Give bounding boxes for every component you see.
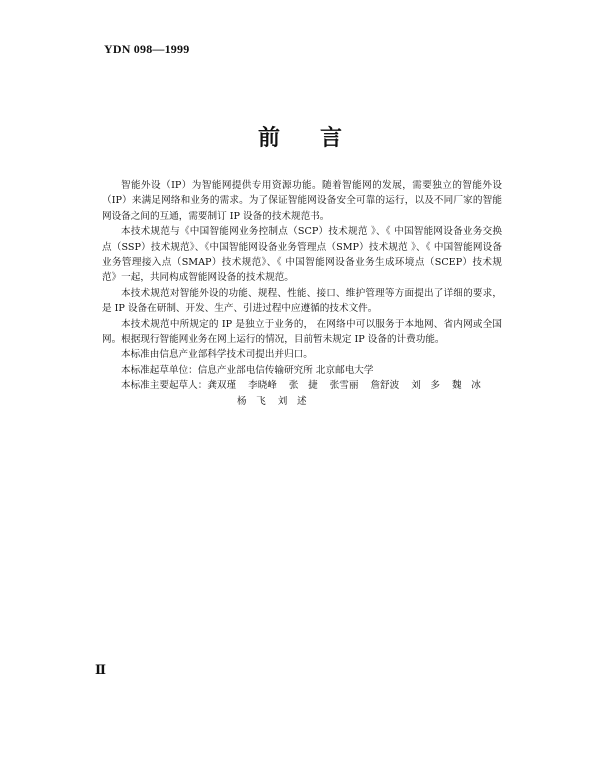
foreword-body <box>102 178 502 409</box>
drafters-label: 本标准主要起草人： <box>121 380 208 392</box>
paragraph-proposer: 本标准由信息产业部科学技术司提出并归口。 <box>121 349 313 361</box>
paragraph-drafting-units: 本标准起草单位：信息产业部电信传输研究所 北京邮电大学 <box>121 364 374 376</box>
drafter-name: 杨 飞 <box>237 395 266 407</box>
drafter-name: 刘 述 <box>277 395 307 407</box>
drafter-name: 张雪丽 <box>329 380 359 392</box>
paragraph-related-specs: 本技术规范与《中国智能网业务控制点（SCP）技术规范 》、《 中国智能网设备业务交换点（SSP）技术规范》、《中国智能网设备业务管理点（SMP）技术规范 》、《 中国智能网设备业务管理接入点（SMAP）技术规范》、《 中国智能网设备业务生成环境点（SCEP）技术规范》一起，共同构成智能网设备的技术规范。 <box>102 226 502 284</box>
paragraph-intro: 智能外设（IP）为智能网提供专用资源功能。随着智能网的发展，需要独立的智能外设（IP）来满足网络和业务的需求。为了保证智能网设备安全可靠的运行，以及不同厂家的智能网设备之间的互通，需要制订 IP 设备的技术规范书。 <box>102 180 502 222</box>
paragraph-requirements: 本技术规范对智能外设的功能、规程、性能、接口、维护管理等方面提出了详细的要求，是 IP 设备在研制、开发、生产、引进过程中应遵循的技术文件。 <box>102 287 502 315</box>
page-number: Ⅱ <box>95 662 106 677</box>
drafter-name: 魏 冰 <box>452 380 481 392</box>
drafter-name: 李晓峰 <box>248 380 277 392</box>
drafters-line-2 <box>102 394 502 409</box>
drafter-name: 詹舒波 <box>370 380 400 392</box>
drafter-name: 龚双瑾 <box>207 380 237 392</box>
drafter-name: 张 捷 <box>288 380 318 392</box>
page-title: 前言 <box>257 126 382 151</box>
standard-code-header: YDN 098—1999 <box>104 42 190 56</box>
drafter-name: 刘 多 <box>411 380 441 392</box>
paragraph-scope: 本技术规范中所规定的 IP 是独立于业务的， 在网络中可以服务于本地网、省内网或全国网。根据现行智能网业务在网上运行的情况，目前暂未规定 IP 设备的计费功能。 <box>102 318 502 346</box>
drafters-line <box>102 378 502 393</box>
